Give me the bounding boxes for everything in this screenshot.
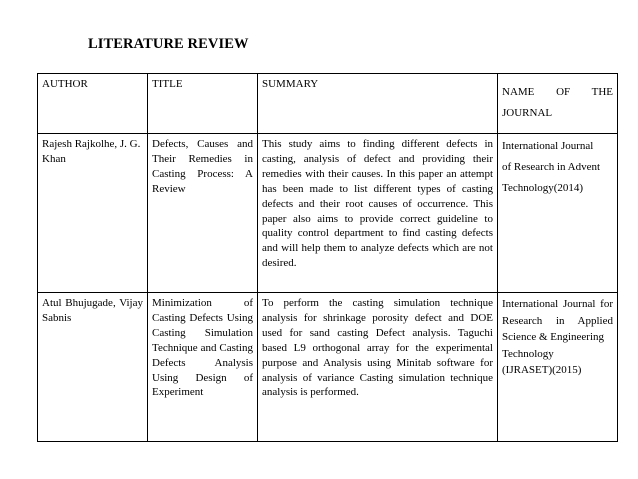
header-title: TITLE [148, 74, 258, 134]
page-title: LITERATURE REVIEW [88, 36, 249, 52]
cell-author: Atul Bhujugade, Vijay Sabnis [38, 293, 148, 442]
table-header-row [38, 74, 618, 134]
journal-line: of Research in Advent [502, 161, 601, 173]
cell-summary: To perform the casting simulation technique analysis for shrinkage porosity defect and DOE used for sand casting Defect analysis. Taguchi based L9 orthogonal array for the experimental purpose and Analysis using Minitab software for analysis of variance Casting simulation technique analysis is performed. [258, 293, 498, 442]
literature-table [37, 73, 618, 442]
header-journal-line1: NAME OF THE [502, 86, 613, 98]
cell-summary: This study aims to finding different defects in casting, analysis of defect and providing their remedies with their causes. In this paper an attempt has been made to list different types of casting defects and their root causes of occurrence. This paper also aims to provide correct guideline to quality control department to find casting defects and will help them to analyze defects which are not desired. [258, 134, 498, 293]
table-row [38, 134, 618, 293]
header-summary: SUMMARY [258, 74, 498, 134]
header-journal-line2: JOURNAL [502, 106, 553, 119]
table-row [38, 293, 618, 442]
journal-line: Technology [502, 347, 554, 360]
cell-title: Minimization of Casting Defects Using Casting Simulation Technique and Casting Defects Analysis Using Design of Experiment [148, 293, 258, 442]
cell-journal [498, 134, 618, 293]
cell-journal [498, 293, 618, 442]
journal-line: International Journal [502, 140, 594, 152]
journal-line: International Journal for Research in Applied Science & Engineering [502, 298, 613, 344]
cell-author: Rajesh Rajkolhe, J. G. Khan [38, 134, 148, 293]
journal-line: (IJRASET)(2015) [502, 364, 582, 377]
header-author: AUTHOR [38, 74, 148, 134]
header-journal [498, 74, 618, 134]
cell-title: Defects, Causes and Their Remedies in Casting Process: A Review [148, 134, 258, 293]
journal-line: Technology(2014) [502, 182, 584, 194]
